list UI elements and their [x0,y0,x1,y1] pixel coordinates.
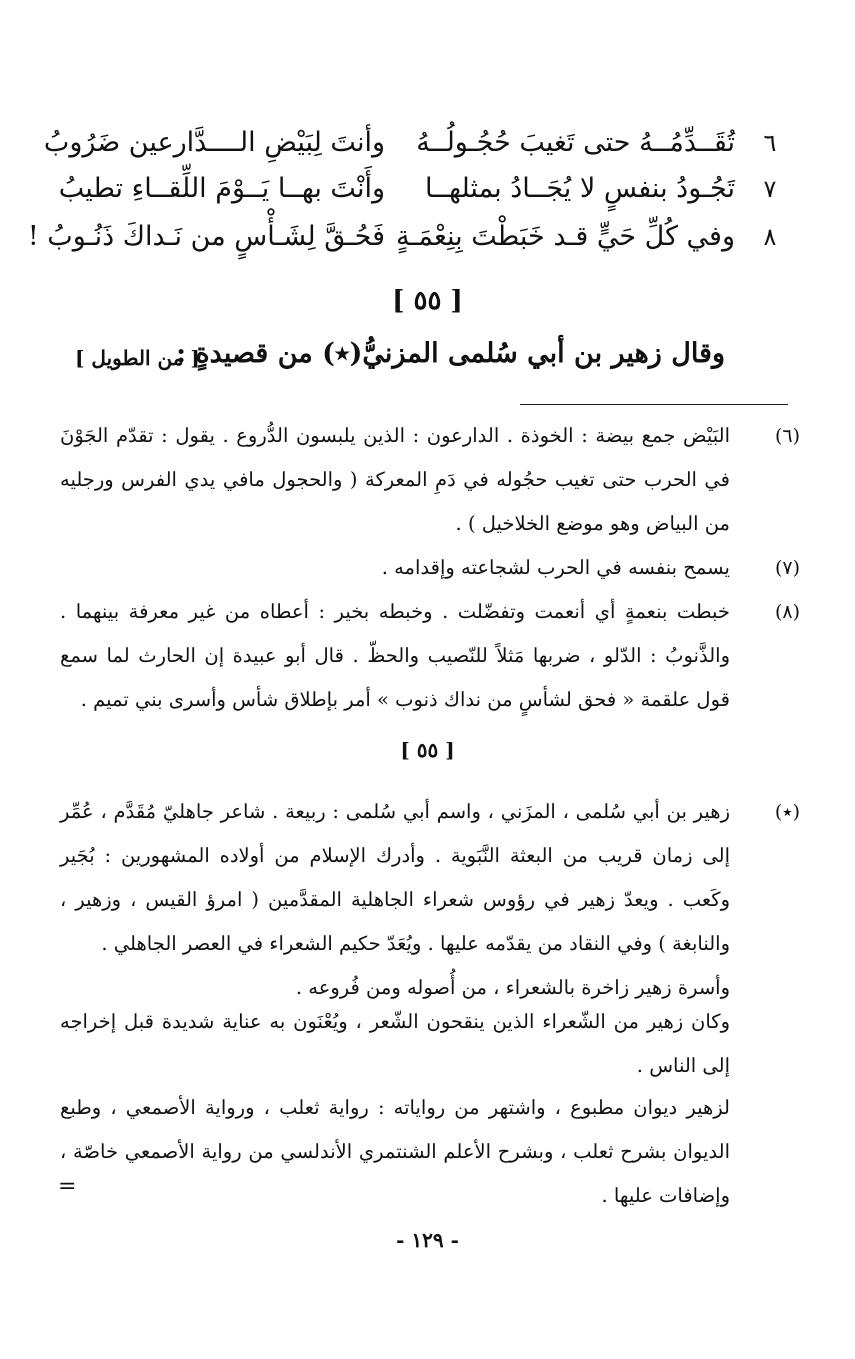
poem-number: [ ٥٥ ] [392,286,463,316]
footnote-number: (٧) [774,557,800,579]
verse-second-hemistich: وأَنْتَ بهــا يَــوْمَ اللِّقــاءِ تطيبُ [58,173,385,204]
verse-7 [55,166,785,216]
footnote-number: (٦) [774,425,800,447]
footnote-text: البَيْض جمع بيضة : الخوذة . الدارعون : الذين يلبسون الدُّروع . يقول : تقدّم الجَوْنَ في الحرب حتى تغيب حجُوله في دَمِ المعركة ( والحجول مافي يدي الفرس ورجليه من البياض وهو موضع الخلاخيل ) . [60,424,730,535]
verse-8 [27,214,785,264]
verse-6 [43,120,785,170]
footnote-text: يسمح بنفسه في الحرب لشجاعته وإقدامه . [381,556,730,579]
footnote-7 [60,546,800,590]
verse-second-hemistich: فَحُـقَّ لِشَـأْسٍ من نَـداكَ ذَنُـوبُ ! [27,221,385,252]
verse-number: ٨ [763,223,777,251]
poem-meter: [ من الطويل ] [75,346,200,370]
footnote-divider [520,404,788,405]
bio-note [60,790,800,966]
verse-number: ٧ [763,175,777,203]
verse-second-hemistich: وأنتَ لِبَيْضِ الــــدَّارعين ضَرُوبُ [43,127,385,158]
page-number: - ١٢٩ - [396,1228,459,1252]
verse-first-hemistich: تَجُـودُ بنفسٍ لا يُجَــادُ بمثلهــا [424,173,735,204]
verse-first-hemistich: تُقَــدِّمُــهُ حتى تَغيبَ حُجُـولُــهُ [416,127,735,158]
poem-intro: وقال زهير بن أبي سُلمى المزنيُّ(٭) من قصيدةٍ : [176,338,725,369]
bio-paragraph: لزهير ديوان مطبوع ، واشتهر من رواياته : رواية ثعلب ، ورواية الأصمعي ، وطبع الديوان بشرح ثعلب ، وبشرح الأعلم الشنتمري الأندلسي من رواية الأصمعي خاصّة ، وإضافات عليها . [60,1096,730,1207]
footnote-text: خبطت بنعمةٍ أي أنعمت وتفضّلت . وخبطه بخير : أعطاه من غير معرفة بينهما . والذَّنوبُ : الدّلو ، ضربها مَثلاً للنّصيب والحظّ . قال أبو عبيدة إن الحارث لما سمع قول علقمة « فحق لشأسٍ من نداك ذنوب » أمر بإطلاق شأس وأسرى بني تميم . [60,600,730,711]
bio-paragraph: وأسرة زهير زاخرة بالشعراء ، من أُصوله ومن فُروعه . [295,976,730,999]
bio-paragraph: وكان زهير من الشّعراء الذين ينقحون الشّعر ، ويُعْنَون به عناية شديدة قبل إخراجه إلى الناس . [60,1010,730,1077]
verse-first-hemistich: وفي كُلِّ حَيٍّ قـد خَبَطْتَ بِنِعْمَـةٍ [395,221,735,252]
footnote-8 [60,590,800,722]
footnote-number: (٨) [774,601,800,623]
footnote-6 [60,414,800,546]
continuation-mark: = [58,1174,77,1199]
bio-note-number: (٭) [774,801,800,823]
verse-number: ٦ [763,129,777,157]
bio-section-number: [ ٥٥ ] [400,738,455,762]
bio-note-text: زهير بن أبي سُلمى ، المزَني ، واسم أبي سُلمى : ربيعة . شاعر جاهليّ مُقَدَّم ، عُمِّر إلى زمان قريب من البعثة النَّبَوية . وأدرك الإسلام من أولاده المشهورين : بُجَير وكَعب . ويعدّ زهير في رؤوس شعراء الجاهلية المقدَّمين ( امرؤ القيس ، وزهير ، والنابغة ) وفي النقاد من يقدّمه عليها . ويُعَدّ حكيم الشعراء في العصر الجاهلي . [60,800,730,955]
